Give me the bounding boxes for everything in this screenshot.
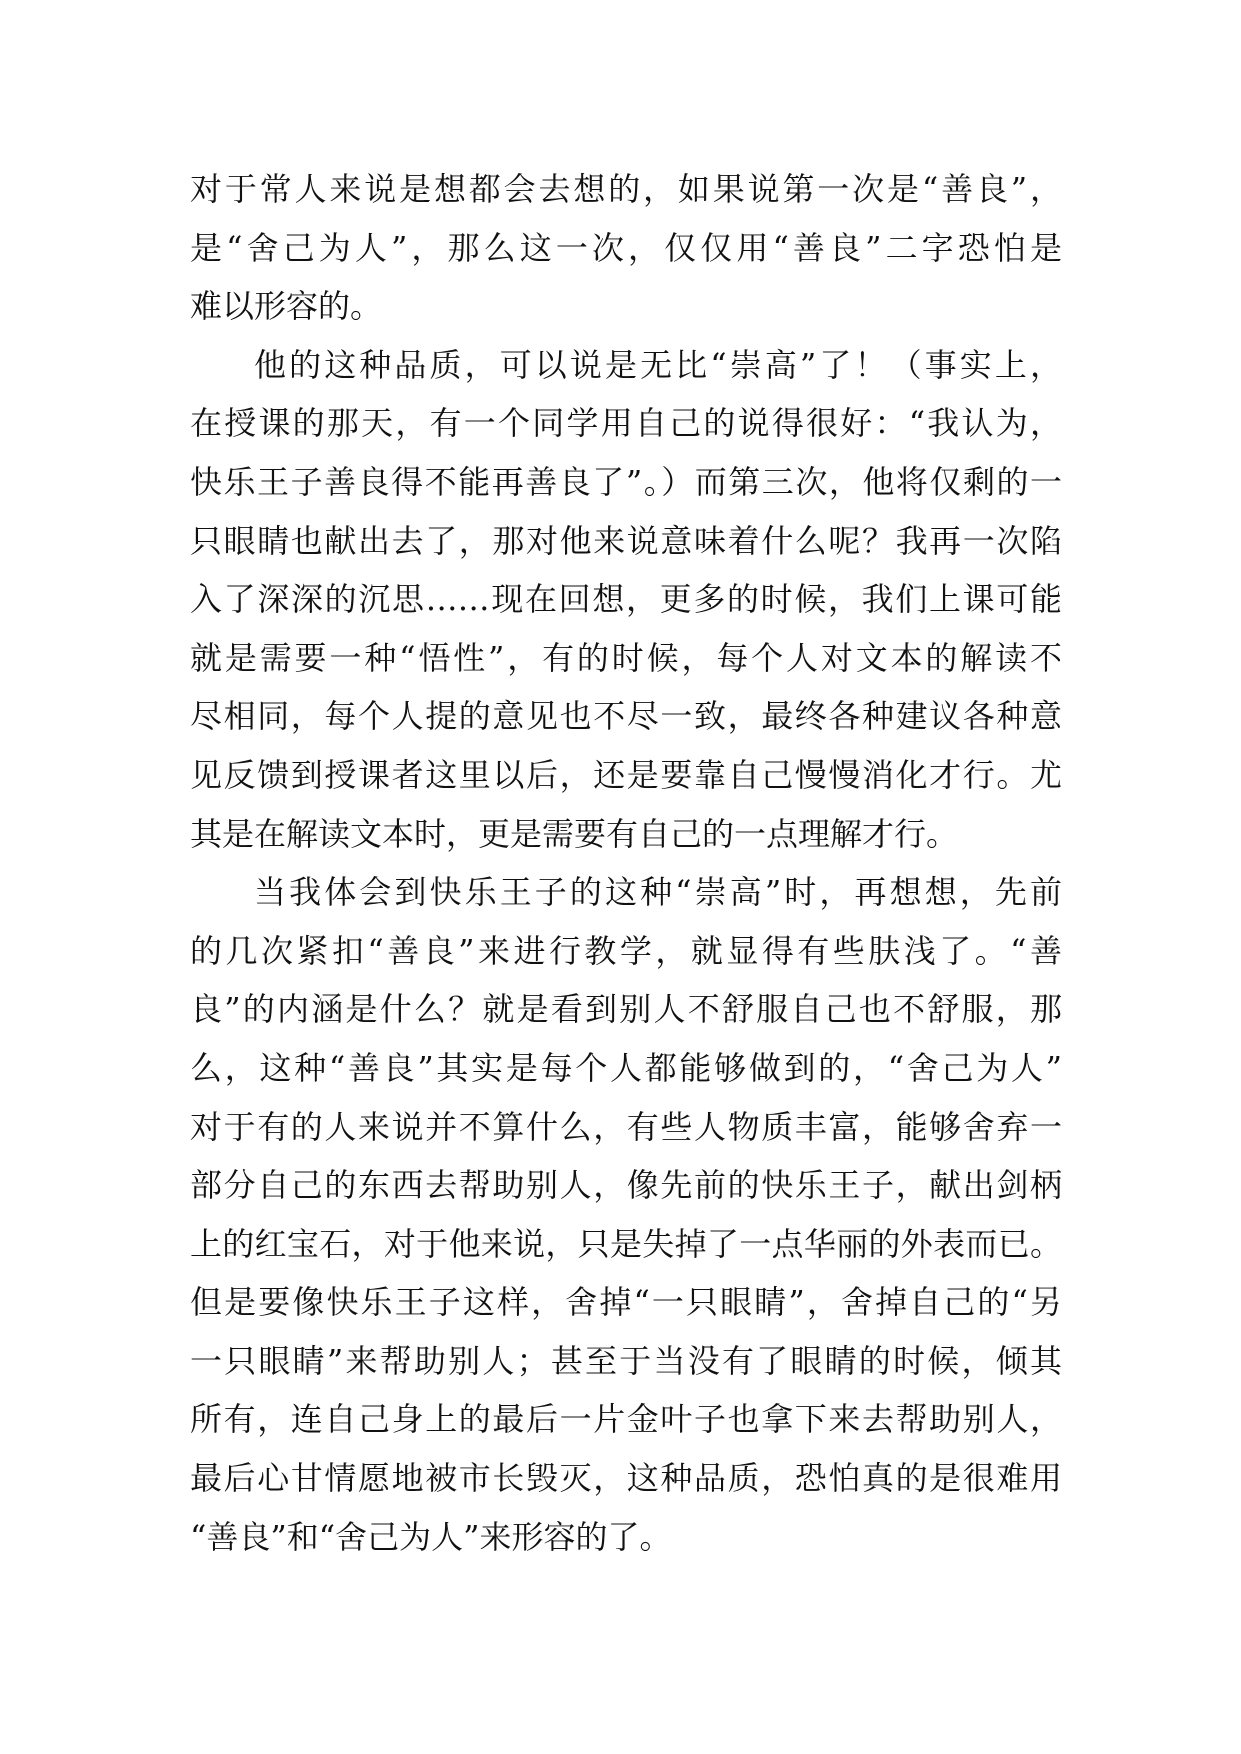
text-line: 一只眼睛”来帮助别人；甚至于当没有了眼睛的时候，倾其 — [190, 1341, 1062, 1380]
text-line: 他的这种品质，可以说是无比“崇高”了！（事实上， — [254, 345, 1062, 384]
text-line: 最后心甘情愿地被市长毁灭，这种品质，恐怕真的是很难用 — [190, 1459, 1062, 1498]
text-line: 对于有的人来说并不算什么，有些人物质丰富，能够舍弃一 — [190, 1107, 1062, 1146]
text-line: 就是需要一种“悟性”，有的时候，每个人对文本的解读不 — [190, 638, 1062, 677]
text-line: 只眼睛也献出去了，那对他来说意味着什么呢？我再一次陷 — [190, 521, 1062, 560]
text-line: 么，这种“善良”其实是每个人都能够做到的，“舍己为人” — [190, 1048, 1062, 1087]
text-line: 快乐王子善良得不能再善良了”。）而第三次，他将仅剩的一 — [190, 462, 1062, 501]
text-line: 所有，连自己身上的最后一片金叶子也拿下来去帮助别人， — [190, 1400, 1062, 1439]
text-line: 当我体会到快乐王子的这种“崇高”时，再想想，先前 — [254, 873, 1062, 912]
text-line: 对于常人来说是想都会去想的，如果说第一次是“善良”， — [190, 170, 1062, 208]
text-line: 但是要像快乐王子这样，舍掉“一只眼睛”，舍掉自己的“另 — [190, 1283, 1062, 1322]
text-line: 在授课的那天，有一个同学用自己的说得很好：“我认为， — [190, 404, 1062, 443]
text-line: 是“舍己为人”，那么这一次，仅仅用“善良”二字恐怕是 — [190, 228, 1062, 267]
text-line: 良”的内涵是什么？就是看到别人不舒服自己也不舒服，那 — [190, 990, 1062, 1029]
text-line: 上的红宝石，对于他来说，只是失掉了一点华丽的外表而已。 — [190, 1224, 1062, 1263]
text-line: “善良”和“舍己为人”来形容的了。 — [190, 1517, 672, 1556]
text-line: 部分自己的东西去帮助别人，像先前的快乐王子，献出剑柄 — [190, 1166, 1062, 1205]
text-line: 入了深深的沉思……现在回想，更多的时候，我们上课可能 — [190, 580, 1062, 619]
text-line: 见反馈到授课者这里以后，还是要靠自己慢慢消化才行。尤 — [190, 755, 1062, 794]
text-line: 难以形容的。 — [190, 287, 383, 326]
body-text — [190, 160, 1062, 1566]
text-line: 的几次紧扣“善良”来进行教学，就显得有些肤浅了。“善 — [190, 931, 1062, 970]
text-line: 尽相同，每个人提的意见也不尽一致，最终各种建议各种意 — [190, 697, 1062, 736]
text-line: 其是在解读文本时，更是需要有自己的一点理解才行。 — [190, 814, 959, 853]
